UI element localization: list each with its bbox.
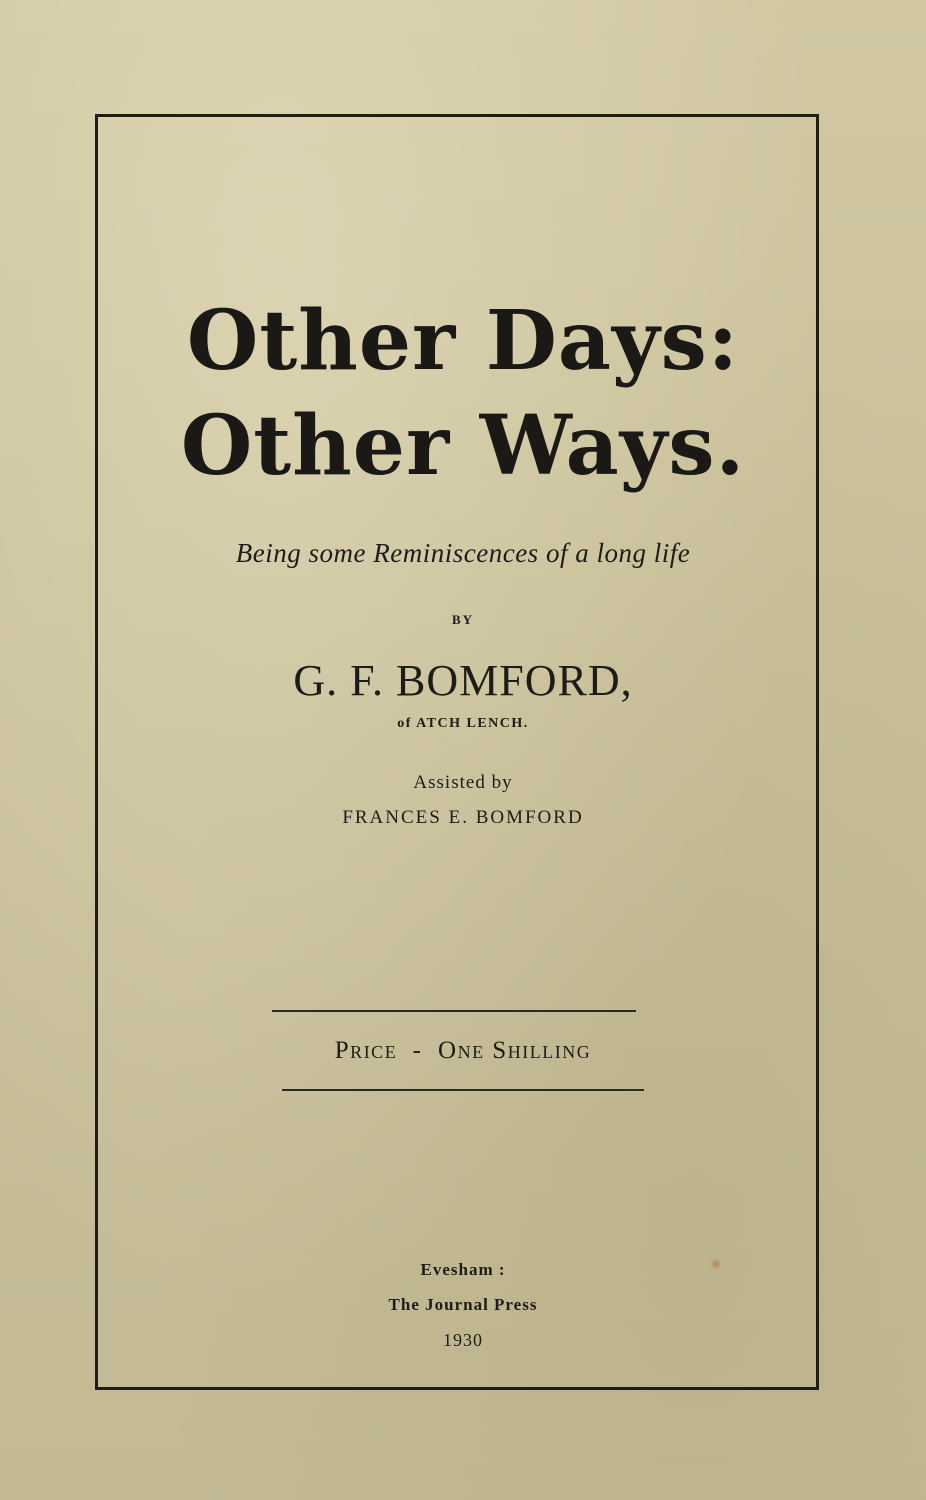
title-line-1: Other Days: [186,293,740,389]
price-rule-top [272,1010,636,1012]
paper-stain [710,1258,722,1270]
publisher-name: The Journal Press [388,1295,538,1314]
assisted-by-label: Assisted by [413,772,513,793]
by-label: BY [451,612,475,627]
price-line: Price - One Shilling [334,1037,592,1064]
publisher-city: Evesham : [420,1260,506,1279]
author-place: of ATCH LENCH. [397,716,529,731]
assistant-name: FRANCES E. BOMFORD [342,807,584,828]
title-line-2: Other Ways. [180,398,746,494]
publication-year: 1930 [443,1330,483,1350]
author-name: G. F. BOMFORD, [293,656,633,705]
price-rule-bottom [282,1089,644,1091]
subtitle: Being some Reminiscences of a long life [235,538,691,568]
